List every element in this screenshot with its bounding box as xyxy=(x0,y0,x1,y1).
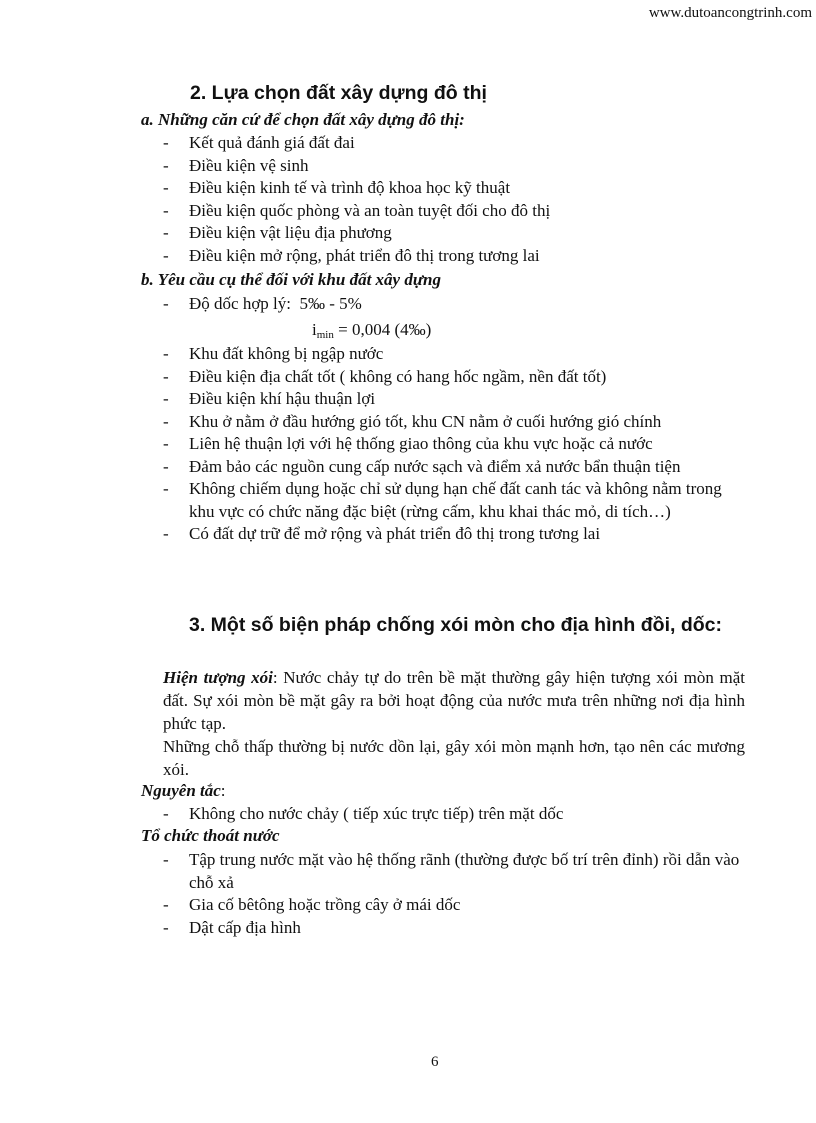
list-item: - Điều kiện khí hậu thuận lợi xyxy=(163,389,376,408)
list-item: - Điều kiện mở rộng, phát triển đô thị trong tương lai xyxy=(163,245,540,265)
list-item: - Có đất dự trữ để mở rộng và phát triển đô thị trong tương lai xyxy=(163,524,601,543)
list-item: - Không chiếm dụng hoặc chỉ sử dụng hạn chế đất canh tác và không nằm trong khu vực có chức năng đặc biệt (rừng cấm, khu khai thác mỏ, di tích…) xyxy=(163,479,722,521)
list-item: - Tập trung nước mặt vào hệ thống rãnh (thường được bố trí trên đỉnh) rồi dẫn vào chỗ xả xyxy=(163,850,740,892)
list-item: - Điều kiện kinh tế và trình độ khoa học kỹ thuật xyxy=(163,178,511,197)
list-item: - Liên hệ thuận lợi với hệ thống giao thông của khu vực hoặc cả nước xyxy=(163,434,653,453)
list-item: - Không cho nước chảy ( tiếp xúc trực tiếp) trên mặt dốc xyxy=(163,804,564,823)
page-number: 6 xyxy=(431,1054,439,1070)
list-item: - Điều kiện vệ sinh xyxy=(163,155,309,175)
drainage-list xyxy=(163,849,748,939)
erosion-paragraph-2: Những chỗ thấp thường bị nước dồn lại, gây xói mòn mạnh hơn, tạo nên các mương xói. xyxy=(163,737,745,779)
list-item: - Độ dốc hợp lý: 5‰ - 5% xyxy=(163,294,362,313)
principle-list xyxy=(163,803,563,826)
requirements-list xyxy=(163,343,753,546)
website-url[interactable]: www.dutoancongtrinh.com xyxy=(648,5,812,21)
list-item: - Dật cấp địa hình xyxy=(163,917,301,937)
list-item: - Khu ở nằm ở đầu hướng gió tốt, khu CN nằm ở cuối hướng gió chính xyxy=(163,411,662,431)
erosion-paragraph: Hiện tượng xói: Nước chảy tự do trên bề mặt thường gây hiện tượng xói mòn mặt đất. Sự xói mòn bề mặt gây ra bởi hoạt động của nước mưa trên những nơi địa hình phức tạp. xyxy=(163,668,745,733)
list-item: - Điều kiện quốc phòng và an toàn tuyệt đối cho đô thị xyxy=(163,200,551,220)
imin-formula: $i_{min} = 0,004$ (4‰) xyxy=(312,320,432,341)
list-item: - Đảm bảo các nguồn cung cấp nước sạch và điểm xả nước bẩn thuận tiện xyxy=(163,456,681,476)
subsection-a-title: a. Những căn cứ để chọn đất xây dựng đô thị: xyxy=(141,110,465,129)
phenomenon-label: Hiện tượng xói xyxy=(163,668,273,687)
list-item: - Khu đất không bị ngập nước xyxy=(163,344,384,363)
subsection-b-title: b. Yêu cầu cụ thể đối với khu đất xây dựng xyxy=(141,270,441,289)
section-2-title: 2. Lựa chọn đất xây dựng đô thị xyxy=(190,82,487,104)
slope-list xyxy=(163,293,362,316)
list-item: - Kết quả đánh giá đất đai xyxy=(163,133,355,152)
drainage-heading: Tổ chức thoát nước xyxy=(141,826,280,845)
section-3-title: 3. Một số biện pháp chống xói mòn cho địa hình đồi, dốc: xyxy=(189,614,722,636)
principle-heading: Nguyên tắc: xyxy=(141,781,226,800)
list-item: - Điều kiện vật liệu địa phương xyxy=(163,223,392,242)
list-item: - Gia cố bêtông hoặc trồng cây ở mái dốc xyxy=(163,895,461,914)
criteria-list xyxy=(163,132,550,267)
list-item: - Điều kiện địa chất tốt ( không có hang hốc ngầm, nền đất tốt) xyxy=(163,366,607,386)
